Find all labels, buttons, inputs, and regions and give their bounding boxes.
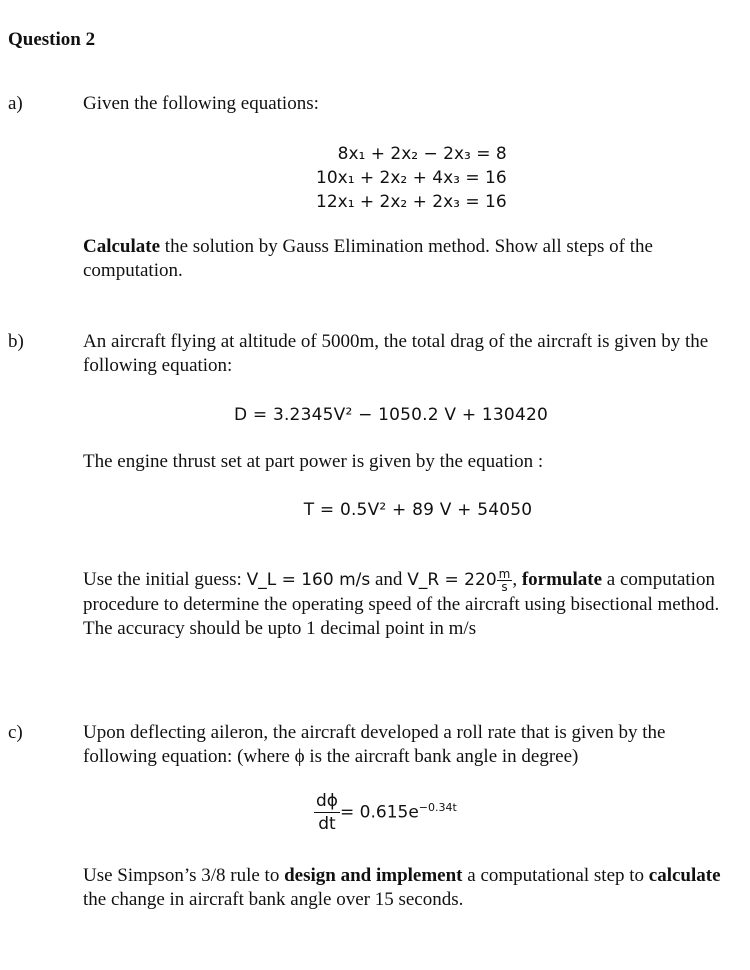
design-bold: design and implement [284, 865, 463, 886]
part-a-task [83, 235, 743, 283]
unit-denominator: s [501, 580, 508, 595]
calculate-bold: Calculate [83, 236, 161, 257]
equation-1: 8x₁ + 2x₂ − 2x₃ = 8 [337, 144, 507, 164]
part-a-task-text: the solution by Gauss Elimination method. Show all steps of the computation. [83, 236, 653, 281]
part-c-label: c) [8, 722, 23, 743]
guess-prefix: Use the initial guess: [83, 569, 247, 590]
part-c-intro: Upon deflecting aileron, the aircraft developed a roll rate that is given by the following equation: (where ϕ is the aircraft bank angle in degree) [83, 722, 666, 767]
part-b-label: b) [8, 331, 24, 352]
vr-value: V_R = 220 [407, 570, 497, 590]
equation-system [316, 142, 507, 214]
unit-fraction [497, 568, 513, 593]
equation-rhs: = 0.615e [340, 802, 419, 823]
calculate-bold-c: calculate [648, 865, 721, 886]
simpson-rest: the change in aircraft bank angle over 15 seconds. [83, 889, 464, 910]
part-a-intro: Given the following equations: [83, 93, 319, 114]
exponent: −0.34t [418, 800, 457, 814]
unit-numerator: m [498, 567, 511, 582]
derivative-fraction [314, 790, 340, 835]
thrust-intro: The engine thrust set at part power is given by the equation : [83, 451, 544, 472]
formulate-text: a computation procedure to determine the operating speed of the aircraft using bisectional method. The accuracy should be upto 1 decimal point in m/s [83, 569, 720, 640]
equation-3: 12x₁ + 2x₂ + 2x₃ = 16 [316, 192, 507, 212]
part-a-label: a) [8, 93, 23, 114]
derivative-denominator: dt [318, 814, 336, 834]
question-title: Question 2 [8, 29, 96, 50]
part-c-task [83, 864, 743, 912]
simpson-mid: a computational step to [462, 865, 649, 886]
guess-and: and [370, 569, 408, 590]
part-b-task [83, 568, 743, 641]
derivative-numerator: dϕ [316, 791, 339, 811]
equation-2: 10x₁ + 2x₂ + 4x₃ = 16 [316, 168, 507, 188]
drag-equation: D = 3.2345V² − 1050.2 V + 130420 [234, 405, 548, 425]
guess-comma: , [512, 569, 522, 590]
thrust-equation: T = 0.5V² + 89 V + 54050 [303, 500, 533, 520]
vl-value: V_L = 160 m/s [246, 570, 371, 590]
formulate-bold: formulate [521, 569, 603, 590]
simpson-prefix: Use Simpson’s 3/8 rule to [83, 865, 285, 886]
roll-rate-equation [314, 790, 457, 835]
part-b-intro: An aircraft flying at altitude of 5000m, the total drag of the aircraft is given by the following equation: [83, 331, 709, 376]
